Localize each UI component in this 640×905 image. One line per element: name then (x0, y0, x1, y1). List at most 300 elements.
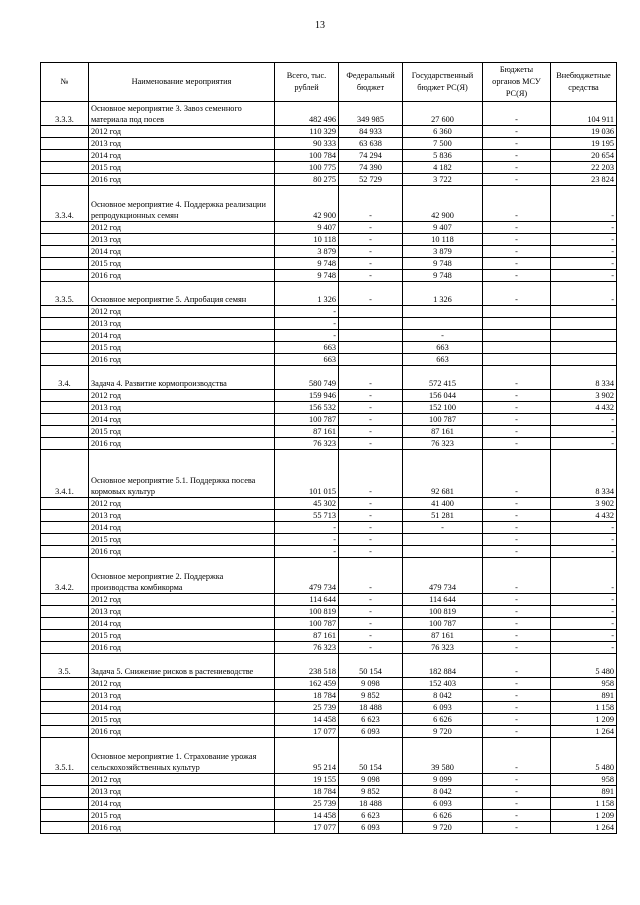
row-code-empty (41, 342, 89, 354)
row-code-empty (41, 606, 89, 618)
year-msu: - (483, 606, 551, 618)
row-code-empty (41, 678, 89, 690)
year-label: 2014 год (89, 798, 275, 810)
year-federal: 9 098 (339, 774, 403, 786)
year-federal: - (339, 522, 403, 534)
year-state: 663 (403, 342, 483, 354)
year-federal: 9 852 (339, 690, 403, 702)
row-code-empty (41, 306, 89, 318)
row-code-empty (41, 174, 89, 186)
year-total: - (275, 318, 339, 330)
row-code: 3.3.3. (41, 102, 89, 126)
year-msu: - (483, 678, 551, 690)
row-msu: - (483, 738, 551, 774)
row-code: 3.5.1. (41, 738, 89, 774)
year-extra (551, 342, 617, 354)
row-code: 3.4.1. (41, 450, 89, 498)
row-code: 3.4.2. (41, 558, 89, 594)
row-code-empty (41, 810, 89, 822)
year-msu: - (483, 786, 551, 798)
table-row-year (41, 138, 617, 150)
year-label: 2015 год (89, 534, 275, 546)
year-extra: 958 (551, 774, 617, 786)
year-state: 100 819 (403, 606, 483, 618)
year-federal: - (339, 402, 403, 414)
table-body (41, 102, 617, 834)
table-row-main (41, 186, 617, 222)
year-federal: - (339, 642, 403, 654)
year-total: 45 302 (275, 498, 339, 510)
year-msu: - (483, 270, 551, 282)
row-code-empty (41, 438, 89, 450)
year-total: 100 819 (275, 606, 339, 618)
year-extra: - (551, 534, 617, 546)
year-msu: - (483, 702, 551, 714)
year-msu (483, 306, 551, 318)
year-extra: - (551, 234, 617, 246)
year-total: 663 (275, 342, 339, 354)
table-row-year (41, 678, 617, 690)
year-label: 2015 год (89, 258, 275, 270)
year-total: 76 323 (275, 438, 339, 450)
row-code-empty (41, 390, 89, 402)
row-federal: - (339, 282, 403, 306)
year-extra: - (551, 258, 617, 270)
year-total: 25 739 (275, 798, 339, 810)
row-code-empty (41, 246, 89, 258)
year-label: 2014 год (89, 330, 275, 342)
year-state: 6 093 (403, 702, 483, 714)
row-total: 42 900 (275, 186, 339, 222)
year-label: 2015 год (89, 342, 275, 354)
year-total: 159 946 (275, 390, 339, 402)
year-state: 9 748 (403, 270, 483, 282)
year-total: 87 161 (275, 630, 339, 642)
table-row-year (41, 438, 617, 450)
year-state: 5 836 (403, 150, 483, 162)
year-federal: 84 933 (339, 126, 403, 138)
row-extra: 104 911 (551, 102, 617, 126)
row-msu: - (483, 102, 551, 126)
year-state: 9 407 (403, 222, 483, 234)
year-msu: - (483, 774, 551, 786)
year-msu: - (483, 510, 551, 522)
table-row-year (41, 402, 617, 414)
row-state: 479 734 (403, 558, 483, 594)
year-extra: - (551, 414, 617, 426)
table-row-year (41, 798, 617, 810)
year-msu: - (483, 258, 551, 270)
year-label: 2012 год (89, 774, 275, 786)
table-row-main (41, 558, 617, 594)
year-state: 10 118 (403, 234, 483, 246)
year-federal (339, 354, 403, 366)
year-total: 10 118 (275, 234, 339, 246)
year-label: 2012 год (89, 594, 275, 606)
year-msu: - (483, 222, 551, 234)
table-row-main (41, 654, 617, 678)
row-code-empty (41, 318, 89, 330)
row-state: 27 600 (403, 102, 483, 126)
header-name: Наименование мероприятия (89, 63, 275, 102)
year-msu: - (483, 690, 551, 702)
year-label: 2013 год (89, 690, 275, 702)
table-row-main (41, 738, 617, 774)
year-federal: 52 729 (339, 174, 403, 186)
year-msu: - (483, 126, 551, 138)
row-code-empty (41, 138, 89, 150)
year-total: - (275, 522, 339, 534)
row-federal: - (339, 366, 403, 390)
year-state: 152 100 (403, 402, 483, 414)
year-federal: - (339, 498, 403, 510)
year-state: 4 182 (403, 162, 483, 174)
year-label: 2014 год (89, 150, 275, 162)
year-msu: - (483, 522, 551, 534)
year-extra: - (551, 246, 617, 258)
row-name: Основное мероприятие 5. Апробация семян (89, 282, 275, 306)
year-extra (551, 354, 617, 366)
table-row-year (41, 318, 617, 330)
year-federal: 9 098 (339, 678, 403, 690)
row-code-empty (41, 630, 89, 642)
row-extra: 8 334 (551, 450, 617, 498)
year-state (403, 306, 483, 318)
year-extra: 891 (551, 786, 617, 798)
year-federal: - (339, 546, 403, 558)
row-extra: - (551, 186, 617, 222)
year-state: 9 748 (403, 258, 483, 270)
row-extra: 5 480 (551, 738, 617, 774)
year-extra: - (551, 522, 617, 534)
row-total: 482 496 (275, 102, 339, 126)
year-msu: - (483, 150, 551, 162)
row-extra: - (551, 282, 617, 306)
table-row-year (41, 786, 617, 798)
year-total: 14 458 (275, 714, 339, 726)
row-name: Задача 4. Развитие кормопроизводства (89, 366, 275, 390)
row-total: 101 015 (275, 450, 339, 498)
year-msu: - (483, 246, 551, 258)
year-label: 2014 год (89, 618, 275, 630)
year-state: 100 787 (403, 414, 483, 426)
year-extra (551, 318, 617, 330)
row-code-empty (41, 546, 89, 558)
year-federal: 6 093 (339, 726, 403, 738)
row-code-empty (41, 270, 89, 282)
row-code-empty (41, 234, 89, 246)
row-name: Основное мероприятие 5.1. Поддержка посева кормовых культур (89, 450, 275, 498)
table-row-year (41, 174, 617, 186)
year-federal: 6 623 (339, 714, 403, 726)
year-msu: - (483, 726, 551, 738)
year-state: 663 (403, 354, 483, 366)
row-code-empty (41, 786, 89, 798)
year-total: 19 155 (275, 774, 339, 786)
table-row-year (41, 342, 617, 354)
row-total: 95 214 (275, 738, 339, 774)
year-label: 2014 год (89, 702, 275, 714)
year-federal: 18 488 (339, 702, 403, 714)
row-state: 572 415 (403, 366, 483, 390)
year-state: 156 044 (403, 390, 483, 402)
year-extra: 4 432 (551, 402, 617, 414)
year-extra: - (551, 642, 617, 654)
row-code: 3.5. (41, 654, 89, 678)
year-state: 6 626 (403, 810, 483, 822)
year-federal: 74 390 (339, 162, 403, 174)
table-row-year (41, 690, 617, 702)
row-code-empty (41, 222, 89, 234)
table-row-year (41, 354, 617, 366)
table-row-year (41, 150, 617, 162)
year-state: 51 281 (403, 510, 483, 522)
year-label: 2013 год (89, 138, 275, 150)
year-extra: - (551, 438, 617, 450)
table-row-main (41, 366, 617, 390)
row-code-empty (41, 534, 89, 546)
table-header-row (41, 63, 617, 102)
year-label: 2013 год (89, 786, 275, 798)
table-row-year (41, 510, 617, 522)
row-federal: 50 154 (339, 738, 403, 774)
row-code-empty (41, 726, 89, 738)
year-state: 87 161 (403, 426, 483, 438)
year-total: 18 784 (275, 786, 339, 798)
year-total: 87 161 (275, 426, 339, 438)
year-extra: 23 824 (551, 174, 617, 186)
year-state: 9 720 (403, 822, 483, 834)
year-msu: - (483, 162, 551, 174)
row-code-empty (41, 522, 89, 534)
row-code-empty (41, 162, 89, 174)
year-state: 76 323 (403, 642, 483, 654)
year-total: 90 333 (275, 138, 339, 150)
year-extra: 1 209 (551, 810, 617, 822)
year-label: 2012 год (89, 126, 275, 138)
year-federal: 18 488 (339, 798, 403, 810)
year-state: 6 626 (403, 714, 483, 726)
year-federal (339, 306, 403, 318)
row-code-empty (41, 426, 89, 438)
row-code-empty (41, 690, 89, 702)
year-extra: 958 (551, 678, 617, 690)
year-label: 2012 год (89, 498, 275, 510)
year-state: 6 360 (403, 126, 483, 138)
table-row-year (41, 522, 617, 534)
year-federal (339, 330, 403, 342)
row-total: 238 518 (275, 654, 339, 678)
year-extra: 3 902 (551, 390, 617, 402)
row-code-empty (41, 402, 89, 414)
table-row-year (41, 234, 617, 246)
row-code-empty (41, 822, 89, 834)
year-total: 100 787 (275, 618, 339, 630)
row-code-empty (41, 258, 89, 270)
table-row-year (41, 534, 617, 546)
year-total: - (275, 534, 339, 546)
year-label: 2016 год (89, 822, 275, 834)
row-total: 479 734 (275, 558, 339, 594)
year-state: 3 879 (403, 246, 483, 258)
year-state: 9 099 (403, 774, 483, 786)
year-label: 2015 год (89, 810, 275, 822)
row-code-empty (41, 702, 89, 714)
year-state: 41 400 (403, 498, 483, 510)
year-msu: - (483, 426, 551, 438)
table-row-year (41, 330, 617, 342)
header-num: № (41, 63, 89, 102)
year-state: 7 500 (403, 138, 483, 150)
year-msu: - (483, 630, 551, 642)
year-federal (339, 318, 403, 330)
year-label: 2016 год (89, 438, 275, 450)
year-total: 9 407 (275, 222, 339, 234)
year-state: 3 722 (403, 174, 483, 186)
table-row-year (41, 306, 617, 318)
year-state: 8 042 (403, 690, 483, 702)
year-msu (483, 354, 551, 366)
year-total: 9 748 (275, 270, 339, 282)
year-total: 80 275 (275, 174, 339, 186)
year-msu: - (483, 618, 551, 630)
row-name: Основное мероприятие 3. Завоз семенного материала под посев (89, 102, 275, 126)
year-label: 2012 год (89, 306, 275, 318)
table-row-main (41, 282, 617, 306)
row-extra: 5 480 (551, 654, 617, 678)
year-extra: - (551, 618, 617, 630)
year-extra: - (551, 222, 617, 234)
row-msu: - (483, 282, 551, 306)
year-total: 110 329 (275, 126, 339, 138)
row-code: 3.3.4. (41, 186, 89, 222)
year-total: - (275, 330, 339, 342)
year-label: 2013 год (89, 606, 275, 618)
year-total: 156 532 (275, 402, 339, 414)
row-state: 1 326 (403, 282, 483, 306)
row-code: 3.3.5. (41, 282, 89, 306)
row-code-empty (41, 126, 89, 138)
table-row-main (41, 102, 617, 126)
year-msu: - (483, 498, 551, 510)
year-total: 76 323 (275, 642, 339, 654)
table-row-year (41, 726, 617, 738)
year-msu (483, 330, 551, 342)
table-row-year (41, 642, 617, 654)
year-federal: 74 294 (339, 150, 403, 162)
year-state: 87 161 (403, 630, 483, 642)
year-federal: - (339, 618, 403, 630)
year-total: 100 784 (275, 150, 339, 162)
year-state: 9 720 (403, 726, 483, 738)
year-msu: - (483, 174, 551, 186)
year-state: 114 644 (403, 594, 483, 606)
row-code-empty (41, 150, 89, 162)
year-federal: - (339, 234, 403, 246)
year-federal: - (339, 270, 403, 282)
table-row-year (41, 498, 617, 510)
row-code-empty (41, 510, 89, 522)
year-label: 2015 год (89, 630, 275, 642)
year-label: 2013 год (89, 510, 275, 522)
year-total: 25 739 (275, 702, 339, 714)
year-label: 2016 год (89, 270, 275, 282)
year-label: 2015 год (89, 426, 275, 438)
year-msu: - (483, 234, 551, 246)
table-row-year (41, 702, 617, 714)
year-msu (483, 318, 551, 330)
year-extra: 3 902 (551, 498, 617, 510)
year-federal: - (339, 438, 403, 450)
year-msu: - (483, 822, 551, 834)
table-row-year (41, 258, 617, 270)
year-msu: - (483, 546, 551, 558)
year-label: 2014 год (89, 246, 275, 258)
row-name: Основное мероприятие 4. Поддержка реализации репродукционных семян (89, 186, 275, 222)
year-extra: 1 158 (551, 702, 617, 714)
year-extra: 19 036 (551, 126, 617, 138)
table-row-year (41, 222, 617, 234)
year-total: 17 077 (275, 726, 339, 738)
year-total: 100 787 (275, 414, 339, 426)
year-federal: - (339, 246, 403, 258)
year-msu: - (483, 642, 551, 654)
year-federal: - (339, 426, 403, 438)
row-code-empty (41, 354, 89, 366)
year-label: 2014 год (89, 522, 275, 534)
year-msu: - (483, 390, 551, 402)
row-code-empty (41, 594, 89, 606)
page-number: 13 (315, 20, 325, 31)
year-extra: 1 264 (551, 726, 617, 738)
year-extra: - (551, 546, 617, 558)
year-state: 100 787 (403, 618, 483, 630)
year-msu (483, 342, 551, 354)
row-msu: - (483, 366, 551, 390)
year-extra: - (551, 426, 617, 438)
year-extra: 1 209 (551, 714, 617, 726)
header-federal: Федеральный бюджет (339, 63, 403, 102)
year-total: 114 644 (275, 594, 339, 606)
row-code: 3.4. (41, 366, 89, 390)
row-federal: 50 154 (339, 654, 403, 678)
year-total: 18 784 (275, 690, 339, 702)
year-label: 2016 год (89, 642, 275, 654)
row-msu: - (483, 450, 551, 498)
header-msu: Бюджеты органов МСУ РС(Я) (483, 63, 551, 102)
year-federal: - (339, 606, 403, 618)
year-label: 2013 год (89, 402, 275, 414)
row-code-empty (41, 714, 89, 726)
year-total: 55 713 (275, 510, 339, 522)
year-federal: - (339, 594, 403, 606)
table-row-year (41, 822, 617, 834)
row-name: Основное мероприятие 1. Страхование урожая сельскохозяйственных культур (89, 738, 275, 774)
year-federal: - (339, 414, 403, 426)
year-extra (551, 306, 617, 318)
year-msu: - (483, 798, 551, 810)
year-total: 14 458 (275, 810, 339, 822)
year-federal: 9 852 (339, 786, 403, 798)
table-row-year (41, 594, 617, 606)
year-federal: - (339, 534, 403, 546)
row-code-empty (41, 498, 89, 510)
year-label: 2012 год (89, 678, 275, 690)
row-federal: - (339, 558, 403, 594)
year-state: 152 403 (403, 678, 483, 690)
row-state: 39 580 (403, 738, 483, 774)
header-total: Всего, тыс. рублей (275, 63, 339, 102)
